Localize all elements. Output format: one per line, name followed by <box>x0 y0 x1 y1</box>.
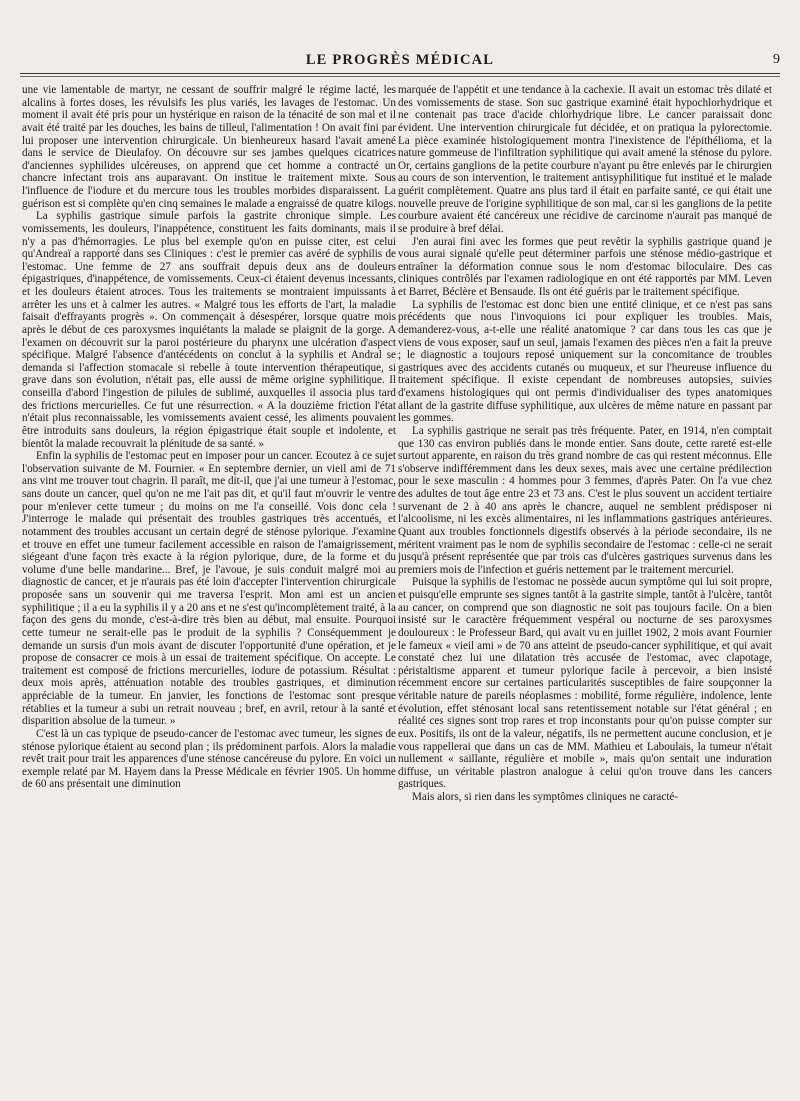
paragraph: C'est là un cas typique de pseudo-cancer de l'estomac avec tumeur, les signes de sténose pylorique étaient au second plan ; ils prédominent parfois. Alors la maladie revêt trait pour trait les apparences d'une sténose cancéreuse du pylore. En voici un exemple relaté par M. Hayem dans la Presse Médicale en février 1905. Un homme de 60 ans présentait une diminution <box>22 727 396 791</box>
paragraph: Enfin la syphilis de l'estomac peut en imposer pour un cancer. Ecoutez à ce sujet l'observation suivante de M. Fournier. « En septembre dernier, un vieil ami de 71 ans vint me trouver tout chagrin. Il paraît, me dit-il, que j'ai une tumeur à l'estomac, sans doute un cancer, quel qu'on ne me l'ait pas dit, et qu'il faut m'ouvrir le ventre pour m'enlever cette tumeur ; du moins on me l'a conseillé. Vois donc cela ! J'interroge le malade qui présentait des troubles gastriques très accentués, et notamment des troubles accusant un certain degré de sténose pylorique. J'examine et trouve en effet une tumeur facilement accessible en raison de l'amaigrissement, siégeant d'une façon très exacte à la région pylorique, dure, de la forme et du volume d'une belle mandarine... Bref, je l'avoue, je suis conduit malgré moi au diagnostic de cancer, et je n'aurais pas été loin d'accepter l'intervention chirurgicale proposée sans un souvenir qui me traversa l'esprit. Mon ami est un ancien syphilitique ; il a eu la syphilis il y a 20 ans et ne s'est qu'incomplètement traité, à la façon des gens du monde, c'est-à-dire très bien au début, mal ensuite. Pourquoi cette tumeur ne serait-elle pas le produit de la syphilis ? Conséquemment je demande un sursis d'un mois avant de discuter l'opportunité d'une opération, et je propose de consacrer ce mois à un essai de traitement spécifique. On accepte. Le traitement est composé de frictions mercurielles, iodure de potassium. Résultat : deux mois après, atténuation notable des troubles gastriques, et diminution appréciable de la tumeur. En janvier, les fonctions de l'estomac sont presque rétablies et la tumeur a subi un retrait nouveau ; bref, en avril, retour à la santé et disparition absolue de la tumeur. » <box>22 450 396 728</box>
paragraph: Puisque la syphilis de l'estomac ne possède aucun symptôme qui lui soit propre, et puisqu'elle emprunte ses signes tantôt à la gastrite simple, tantôt à l'ulcère, tantôt au cancer, on comprend que son diagnostic ne soit pas toujours facile. On a bien insisté sur le caractère fréquemment vespéral ou nocturne de ses paroxysmes douloureux : le Professeur Bard, qui avait vu en juillet 1902, 2 mois avant Fournier le fameux « vieil ami » de 70 ans atteint de pseudo-cancer syphilitique, et qui avait constaté chez lui une dilatation très accusée de l'estomac, avec clapotage, péristaltisme apparent et tumeur pylorique facile à percevoir, a bien insisté récemment encore sur certaines particularités susceptibles de faire soupçonner la véritable nature de pareils néoplasmes : mobilité, forme régulière, indolence, lente évolution, effet sténosant local sans retentissement notable sur l'état général ; en réalité ces signes sont trop rares et trop inconstants pour qu'on puisse compter sur eux. Positifs, ils ont de la valeur, négatifs, ils ne permettent aucune conclusion, et je vous rappellerai que dans un cas de MM. Mathieu et Laboulais, la tumeur n'était nullement « saillante, régulière et mobile », mais qu'on sentait une induration diffuse, un véritable plastron analogue à celui qu'on trouve dans les cancers gastriques. <box>398 576 772 791</box>
paragraph: une vie lamentable de martyr, ne cessant de souffrir malgré le régime lacté, les alcalins à fortes doses, les révulsifs les plus variés, les lavages de l'estomac. Un moment il avait été pris pour un hystérique en raison de la ténacité de son mal et il avait été traité par les douches, les bains de tilleul, l'alimentation ! On avait fini par lui proposer une intervention chirurgicale. Un bienheureux hasard l'avait amené dans le service de Dieulafoy. On découvre sur ses jambes quelques cicatrices d'anciennes syphilides ulcéreuses, on apprend que cet homme a contracté un chancre infectant trois ans auparavant. On institue le traitement mixte. Sous l'influence de l'iodure et du mercure tous les troubles morbides disparaissent. La guérison est si complète qu'en cinq semaines le malade a engraissé de quatre kilogs. <box>22 84 396 210</box>
paragraph: marquée de l'appétit et une tendance à la cachexie. Il avait un estomac très dilaté et des vomissements de stase. Son suc gastrique examiné était hypochlorhydrique et ne contenait pas trace d'acide chlorhydrique libre. Le cancer paraissait donc évident. Une intervention chirurgicale fut décidée, et on pratiqua la pylorectomie. La pièce examinée histologiquement montra l'inexistence de l'épithélioma, et la nature gommeuse de l'infiltration syphilitique qui avait amené la sténose du pylore. Or, certains ganglions de la petite courbure n'ayant pu être enlevés par le chirurgien au cours de son intervention, le traitement antisyphilitique fut institué et le malade guérit complètement. Quatre ans plus tard il était en parfaite santé, ce qui était une nouvelle preuve de l'origine syphilitique de son mal, car si les ganglions de la petite courbure avaient été cancéreux une récidive de carcinome n'aurait pas manqué de se produire à bref délai. <box>398 84 772 235</box>
paragraph: Mais alors, si rien dans les symptômes cliniques ne caracté- <box>412 791 679 803</box>
paragraph: J'en aurai fini avec les formes que peut revêtir la syphilis gastrique quand je vous aurai signalé qu'elle peut déterminer parfois une sténose médio-gastrique et entraîner la déformation connue sous le nom d'estomac biloculaire. Des cas cliniques contrôlés par l'examen radiologique en ont été rapportés par MM. Leven et Barret, Béclère et Bensaude. Ils ont été guéris par le traitement spécifique. <box>398 235 772 298</box>
paragraph: La syphilis de l'estomac est donc bien une entité clinique, et ce n'est pas sans précédents que nous l'invoquions ici pour expliquer les troubles. Mais, demanderez-vous, a-t-elle une réalité anatomique ? car dans tous les cas que je viens de vous exposer, sauf un seul, jamais l'examen des pièces n'en a fait la preuve ; le diagnostic a toujours reposé uniquement sur la concomitance de troubles gastriques avec des accidents cutanés ou muqueux, et sur l'heureuse influence du traitement spécifique. Il existe cependant de nombreuses autopsies, suivies d'examens histologiques qui ont permis d'individualiser des types anatomiques allant de la gastrite diffuse syphilitique, aux ulcères de même nature en passant par les gommes. <box>398 298 772 425</box>
paragraph: La syphilis gastrique simule parfois la gastrite chronique simple. Les vomissements, les douleurs, l'inappétence, constituent les faits dominants, mais il n'y a pas d'hémorragies. Le plus bel exemple qu'on en puisse citer, est celui qu'Andreaï a rapporté dans ses Cliniques : c'est le premier cas avéré de syphilis de l'estomac. Une femme de 27 ans souffrait depuis deux ans de douleurs épigastriques, d'inappétence, de vomissements. Ceux-ci étaient devenus incessants, et les douleurs étaient atroces. Tous les traitements se montraient impuissants à arrêter les uns et à calmer les autres. « Malgré tous les efforts de l'art, la maladie faisait d'effrayants progrès ». On commençait à désespérer, lorsque quatre mois après le début de ces paroxysmes inquiétants la malade se plaignit de la gorge. A l'examen on découvrit sur la paroi postérieure du pharynx une ulcération d'aspect spécifique. Malgré l'absence d'antécédents on conclut à la syphilis et Andral se demanda si l'affection stomacale si rebelle à toute intervention thérapeutique, si grave dans son évolution, n'était pas, elle aussi de même origine syphilitique. Il conseilla d'abord l'ingestion de pilules de sublimé, auxquelles il associa plus tard des frictions mercurielles. Ce fut une résurrection. « A la douzième friction l'état n'était plus reconnaissable, les vomissements avaient cessé, les aliments pouvaient être introduits sans douleurs, la région épigastrique était souple et indolente, et bientôt la malade recouvrait la plénitude de sa santé. » <box>22 210 396 450</box>
left-column <box>22 84 396 1096</box>
paragraph: La syphilis gastrique ne serait pas très fréquente. Pater, en 1914, n'en comptait que 130 cas environ publiés dans le monde entier. Sans doute, cette rareté est-elle surtout apparente, en raison du très grand nombre de cas qui restent méconnus. Elle s'observe indifféremment dans les deux sexes, mais avec une certaine prédilection pour le sexe masculin : 4 hommes pour 3 femmes, d'après Pater. On l'a vue chez des adultes de tout âge entre 23 et 73 ans. C'est le plus souvent un accident tertiaire survenant de 2 à 40 ans après le chancre, auquel ne semblent prédisposer ni l'alcoolisme, ni les excès alimentaires, ni les inflammations gastriques antérieures. Quant aux troubles fonctionnels digestifs observés à la période secondaire, ils ne méritent vraiment pas le nom de syphilis secondaire de l'estomac : celle-ci ne serait jusqu'à présent représentée que par trois cas d'ulcères gastriques survenus dans les premiers mois de l'infection et guéris nettement par le traitement mercuriel. <box>398 424 772 576</box>
column-gutter <box>393 84 394 1089</box>
running-title: LE PROGRÈS MÉDICAL <box>305 52 495 68</box>
header-rule <box>20 73 780 74</box>
header-rule-secondary <box>20 76 780 77</box>
right-column <box>398 84 772 1096</box>
page-header <box>20 52 780 70</box>
page-number: 9 <box>773 52 780 67</box>
